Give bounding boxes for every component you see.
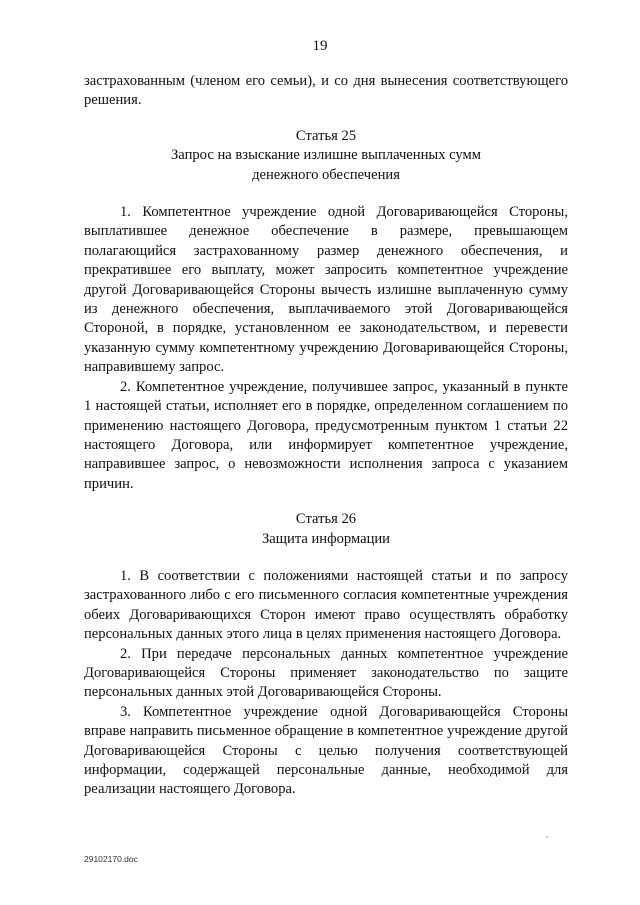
article-26 [84, 510, 568, 800]
article-26-paragraph-1: 1. В соответствии с положениями настоящей статьи и по запросу застрахованного либо с его письменного согласия компетентные учреждения обеих Договаривающихся Сторон имеют право осуществлять обработку персональных данных этого лица в целях применения настоящего Договора. [84, 567, 568, 643]
article-25-heading: Статья 25 [295, 127, 357, 144]
article-25-paragraph-2: 2. Компетентное учреждение, получившее запрос, указанный в пункте 1 настоящей статьи, исполняет его в порядке, определенном соглашением по применению настоящего Договора, предусмотренным пунктом 1 статьи 22 настоящего Договора, или информирует компетентное учреждение, направившее запрос, о невозможности исполнения запроса с указанием причин. [84, 378, 568, 492]
article-25-title-line-2: денежного обеспечения [252, 166, 400, 183]
scan-speck [546, 836, 548, 838]
article-25-paragraph-1: 1. Компетентное учреждение одной Договаривающейся Стороны, выплатившее денежное обеспечение в размере, превышающем полагающийся застрахованному размер денежного обеспечения, и прекратившее его выплату, может запросить компетентное учреждение другой Договаривающейся Стороны вычесть излишне выплаченную сумму из денежного обеспечения, выплачиваемого этой Договаривающейся Стороной, в порядке, установленном ее законодательством, и перевести указанную сумму компетентному учреждению Договаривающейся Стороны, направившему запрос. [84, 204, 568, 376]
page-number: 19 [312, 38, 328, 54]
intro-paragraph: застрахованным (членом его семьи), и со дня вынесения соответствующего решения. [84, 73, 568, 109]
document-file-code: 29102170.doc [84, 854, 138, 864]
article-26-title: Защита информации [261, 530, 390, 547]
article-26-paragraph-3: 3. Компетентное учреждение одной Договаривающейся Стороны вправе направить письменное обращение в компетентное учреждение другой Договаривающейся Стороны с целью получения соответствующей информации, содержащей персональные данные, необходимой для реализации настоящего Договора. [84, 703, 568, 798]
article-26-paragraph-2: 2. При передаче персональных данных компетентное учреждение Договаривающейся Стороны применяет законодательство по защите персональных данных этой Договаривающейся Стороны. [84, 645, 568, 701]
article-26-heading: Статья 26 [295, 511, 357, 528]
article-25-title-line-1: Запрос на взыскание излишне выплаченных сумм [170, 147, 482, 164]
article-25 [84, 127, 568, 494]
document-body [84, 72, 568, 800]
